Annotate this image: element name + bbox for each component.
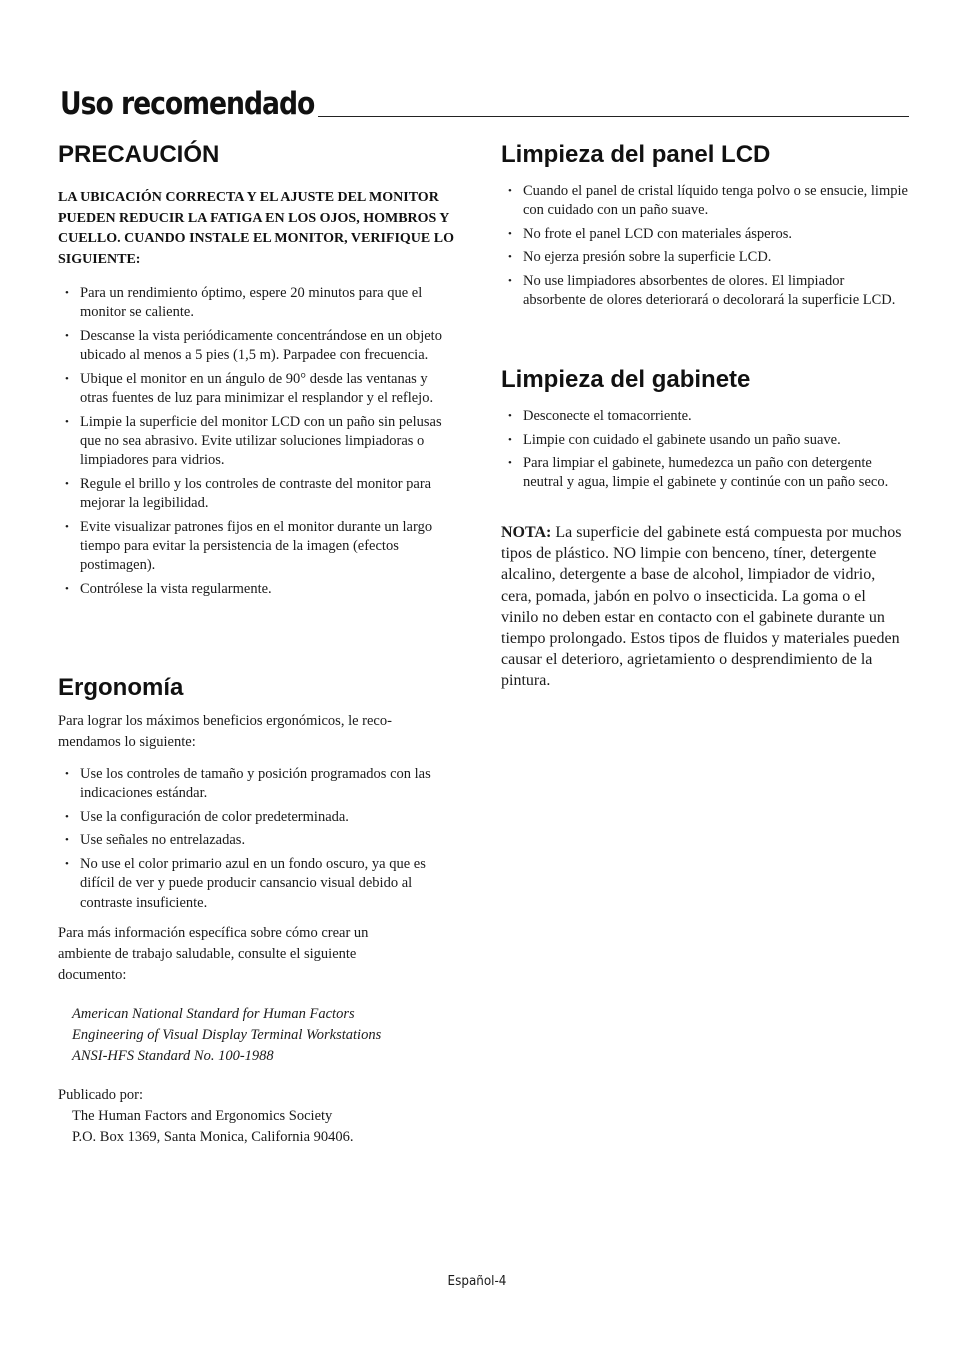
list-item: • No use limpiadores absorbentes de olores. El limpiador absorbente de olores deteriorará o decolorará la superficie LCD. xyxy=(501,272,909,311)
ergonomia-list xyxy=(58,765,458,913)
list-item: • No ejerza presión sobre la superficie LCD. xyxy=(501,248,909,267)
publisher-name: The Human Factors and Ergonomics Society xyxy=(72,1107,333,1124)
page-footer: Español-4 xyxy=(447,1274,507,1289)
limpieza-panel-list-block xyxy=(501,182,909,315)
list-item: • Limpie la superficie del monitor LCD con un paño sin pelusas que no sea abrasivo. Evite utilizar soluciones limpiadoras o limpiadores para vidrios. xyxy=(58,413,458,471)
list-item: • Use los controles de tamaño y posición programados con las indicaciones estándar. xyxy=(58,765,458,804)
list-item: • Use la configuración de color predeterminada. xyxy=(58,808,458,827)
precaucion-heading: PRECAUCIÓN xyxy=(58,141,220,168)
reference-line-1: American National Standard for Human Factors xyxy=(72,1006,355,1022)
list-item: • Ubique el monitor en un ángulo de 90° desde las ventanas y otras fuentes de luz para minimizar el resplandor y el reflejo. xyxy=(58,370,458,409)
list-item: • No use el color primario azul en un fondo oscuro, ya que es difícil de ver y puede producir cansancio visual debido al contraste insuficiente. xyxy=(58,855,458,913)
limpieza-gabinete-list xyxy=(501,407,896,493)
title-rule xyxy=(318,116,909,117)
reference-line-3: ANSI-HFS Standard No. 100-1988 xyxy=(72,1048,274,1064)
more-info-text: Para más información específica sobre cómo crear un ambiente de trabajo saludable, consulte el siguiente documento: xyxy=(58,925,369,983)
list-item: • Use señales no entrelazadas. xyxy=(58,831,458,850)
published-label: Publicado por: xyxy=(58,1087,143,1103)
publisher-block xyxy=(58,1085,458,1147)
precaucion-list-block xyxy=(58,284,458,604)
ergonomia-heading: Ergonomía xyxy=(58,674,184,701)
note-text: La superficie del gabinete está compuesta por muchos tipos de plástico. NO limpie con benceno, tíner, detergente alcalino, detergente a base de alcohol, limpiador de vidrio, cera, pomada, jabón en polvo o insecticida. La goma o el vinilo no deben estar en contacto con el gabinete durante un tiempo prolongado. Estos tipos de fluidos y materiales pueden causar el deterioro, agrietamiento o desprendimiento de la pintura. xyxy=(501,524,902,690)
limpieza-panel-list xyxy=(501,182,909,311)
more-info-block xyxy=(58,923,418,985)
publisher-address: P.O. Box 1369, Santa Monica, California 90406. xyxy=(72,1128,354,1145)
limpieza-panel-heading: Limpieza del panel LCD xyxy=(501,141,771,168)
limpieza-gabinete-list-block xyxy=(501,407,896,497)
note-label: NOTA: xyxy=(501,524,552,541)
reference-line-2: Engineering of Visual Display Terminal Workstations xyxy=(72,1027,382,1043)
precaucion-list xyxy=(58,284,458,599)
reference-block xyxy=(58,1004,458,1067)
list-item: • No frote el panel LCD con materiales ásperos. xyxy=(501,225,909,244)
ergonomia-intro: Para lograr los máximos beneficios ergonómicos, le reco-mendamos lo siguiente: xyxy=(58,713,392,750)
list-item: • Contrólese la vista regularmente. xyxy=(58,580,458,599)
list-item: • Cuando el panel de cristal líquido tenga polvo o se ensucie, limpie con cuidado con un paño suave. xyxy=(501,182,909,221)
list-item: • Desconecte el tomacorriente. xyxy=(501,407,896,426)
list-item: • Para limpiar el gabinete, humedezca un paño con detergente neutral y agua, limpie el gabinete y continúe con un paño seco. xyxy=(501,454,896,493)
precaucion-intro: LA UBICACIÓN CORRECTA Y EL AJUSTE DEL MONITOR PUEDEN REDUCIR LA FATIGA EN LOS OJOS, HOMBROS Y CUELLO. CUANDO INSTALE EL MONITOR, VERIFIQUE LO SIGUIENTE: xyxy=(58,190,454,267)
ergonomia-intro-block xyxy=(58,711,438,753)
page-title: Uso recomendado xyxy=(60,86,315,122)
precaucion-intro-block xyxy=(58,188,468,270)
list-item: • Descanse la vista periódicamente concentrándose en un objeto ubicado al menos a 5 pies (1,5 m). Parpadee con frecuencia. xyxy=(58,327,458,366)
list-item: • Evite visualizar patrones fijos en el monitor durante un largo tiempo para evitar la persistencia de la imagen (efectos postimagen). xyxy=(58,518,458,576)
note-paragraph xyxy=(501,522,906,692)
list-item: • Para un rendimiento óptimo, espere 20 minutos para que el monitor se caliente. xyxy=(58,284,458,323)
note-block xyxy=(501,522,906,692)
list-item: • Limpie con cuidado el gabinete usando un paño suave. xyxy=(501,431,896,450)
ergonomia-list-block xyxy=(58,765,458,917)
limpieza-gabinete-heading: Limpieza del gabinete xyxy=(501,366,751,393)
list-item: • Regule el brillo y los controles de contraste del monitor para mejorar la legibilidad. xyxy=(58,475,458,514)
